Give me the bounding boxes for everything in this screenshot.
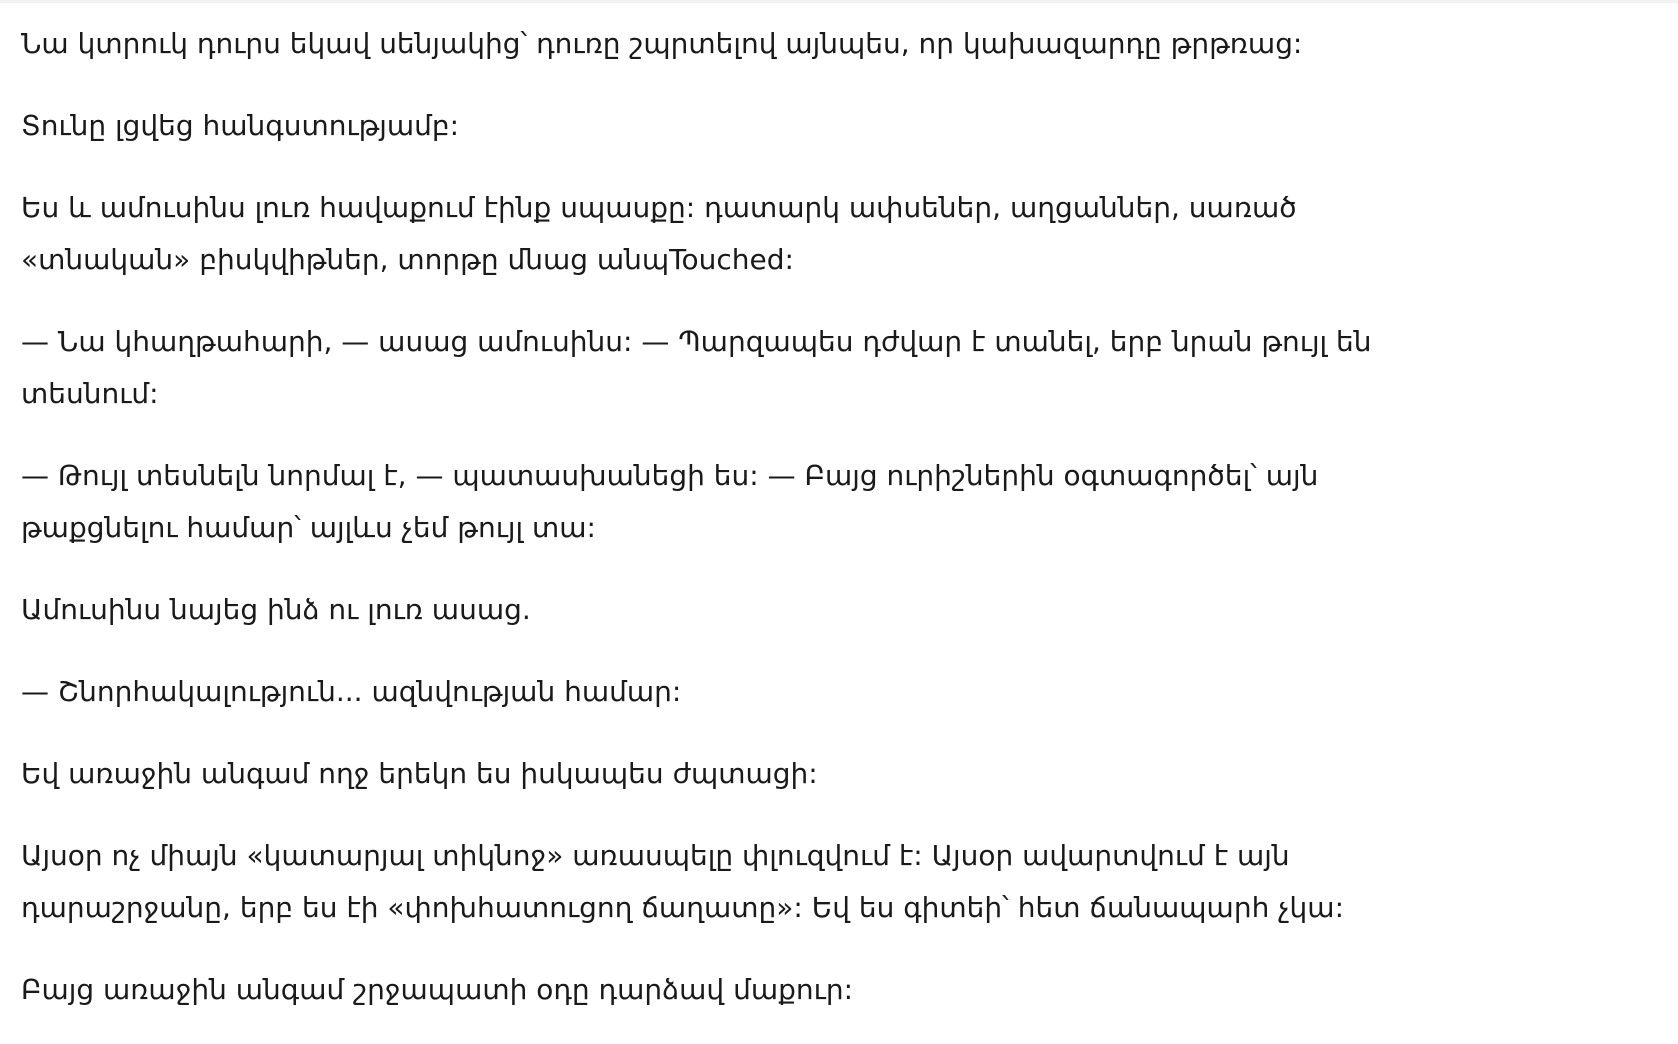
paragraph: Ամուսինս նայեց ինձ ու լուռ ասաց. xyxy=(21,593,531,626)
paragraph: Ես և ամուսինս լուռ հավաքում էինք սպասքը: դատարկ ափսեներ, աղցաններ, սառած «տնական» բիսկվիթներ, տորթը մնաց անպTouched: xyxy=(21,191,1297,276)
paragraph: Նա կտրուկ դուրս եկավ սենյակից՝ դուռը շպրտելով այնպես, որ կախազարդը թրթռաց: xyxy=(21,27,1303,60)
paragraph: Այսօր ոչ միայն «կատարյալ տիկնոջ» առասպելը փլուզվում է: Այսօր ավարտվում է այն դարաշրջանը, երբ ես էի «փոխհատուցող ճաղատը»: Եվ ես գիտեի՝ հետ ճանապարհ չկա: xyxy=(21,839,1344,924)
paragraph: — Նա կհաղթահարի, — ասաց ամուսինս: — Պարզապես դժվար է տանել, երբ նրան թույլ են տեսնում: xyxy=(21,325,1372,410)
paragraph: Եվ առաջին անգամ ողջ երեկո ես իսկապես ժպտացի: xyxy=(21,757,818,790)
paragraph: Տունը լցվեց հանգստությամբ: xyxy=(21,109,460,142)
paragraph: — Շնորհակալություն... ազնվության համար: xyxy=(21,675,682,708)
paragraph: Բայց առաջին անգամ շրջապատի օդը դարձավ մաքուր: xyxy=(21,973,854,1006)
paragraph: — Թույլ տեսնելն նորմալ է, — պատասխանեցի ես: — Բայց ուրիշներին օգտագործել՝ այն թաքցնելու համար՝ այլևս չեմ թույլ տա: xyxy=(21,459,1319,544)
document-text-page xyxy=(0,3,1678,1016)
